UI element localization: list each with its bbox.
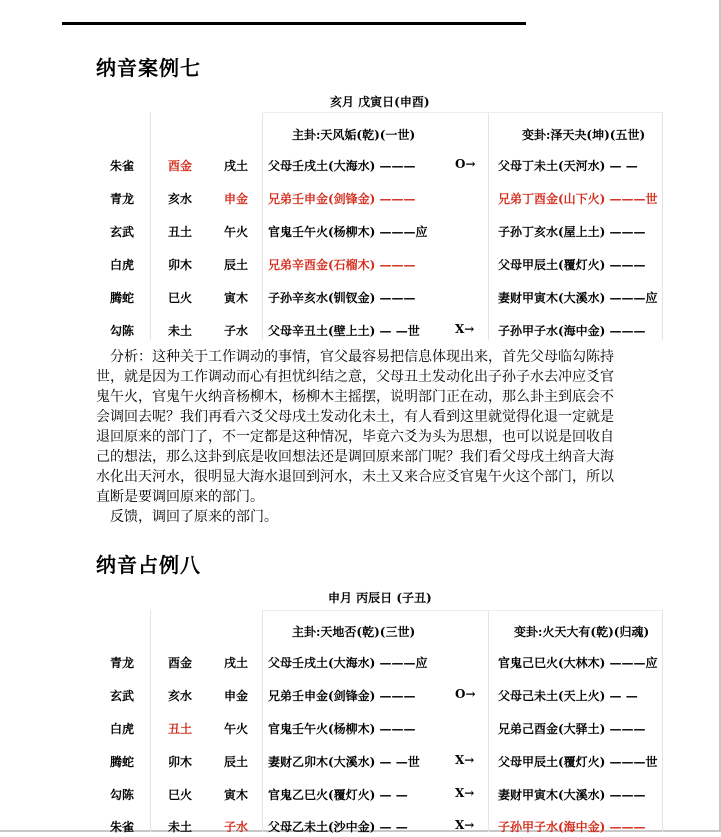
- six-spirit: 朱雀: [110, 159, 135, 173]
- case7-main-gua: 主卦:天风姤(乾)(一世): [292, 128, 416, 142]
- change-yao: 妻财甲寅木(大溪水) ———应: [498, 291, 658, 305]
- case8-main-gua: 主卦:天地否(乾)(三世): [292, 625, 416, 639]
- change-yao: 子孙丁亥水(屋上土) ———: [498, 225, 646, 239]
- main-yao: 兄弟壬申金(剑锋金) ———: [268, 192, 416, 206]
- six-spirit: 青龙: [110, 656, 135, 670]
- case8-yao-row: [0, 750, 721, 772]
- fushen: 辰土: [224, 755, 249, 769]
- six-spirit: 腾蛇: [110, 291, 135, 305]
- six-spirit: 勾陈: [110, 324, 135, 338]
- case8-yao-row: [0, 717, 721, 739]
- moving-mark: X→: [455, 753, 475, 767]
- case8-change-gua: 变卦:火天大有(乾)(归魂): [514, 625, 650, 639]
- change-yao: 父母甲辰土(覆灯火) ———世: [498, 755, 658, 769]
- case7-yao-row: [0, 319, 721, 341]
- six-spirit: 朱雀: [110, 820, 135, 834]
- fushen: 寅木: [224, 291, 249, 305]
- grid-line: [262, 610, 662, 611]
- moving-mark: X→: [455, 322, 475, 336]
- top-rule: [62, 22, 526, 25]
- case7-yao-row: [0, 253, 721, 275]
- main-yao: 兄弟壬申金(剑锋金) ———: [268, 689, 416, 703]
- ganzhi: 亥水: [168, 689, 193, 703]
- change-yao: 子孙甲子水(海中金) ———: [498, 820, 646, 834]
- ganzhi: 卯木: [168, 755, 193, 769]
- six-spirit: 白虎: [110, 258, 135, 272]
- main-yao: 父母壬戌土(大海水) ———应: [268, 656, 428, 670]
- fushen: 申金: [224, 689, 249, 703]
- fushen: 午火: [224, 225, 249, 239]
- ganzhi: 亥水: [168, 192, 193, 206]
- moving-mark: X→: [455, 818, 475, 832]
- ganzhi: 未土: [168, 324, 193, 338]
- main-yao: 官鬼壬午火(杨柳木) ———应: [268, 225, 428, 239]
- case7-date: 亥月 戊寅日(申酉): [330, 95, 430, 109]
- fushen: 子水: [224, 820, 249, 834]
- main-yao: 父母乙未土(沙中金) — —: [268, 820, 408, 834]
- fushen: 辰土: [224, 258, 249, 272]
- main-yao: 官鬼乙巳火(覆灯火) — —: [268, 788, 408, 802]
- six-spirit: 勾陈: [110, 788, 135, 802]
- grid-line: [262, 112, 662, 113]
- feedback-paragraph: 反馈，调回了原来的部门。: [110, 509, 278, 525]
- change-yao: 父母甲辰土(覆灯火) ———: [498, 258, 646, 272]
- case7-yao-row: [0, 154, 721, 176]
- moving-mark: X→: [455, 786, 475, 800]
- six-spirit: 白虎: [110, 722, 135, 736]
- case7-yao-row: [0, 187, 721, 209]
- case8-yao-row: [0, 651, 721, 673]
- main-yao: 官鬼壬午火(杨柳木) ———: [268, 722, 416, 736]
- case7-title: 纳音案例七: [96, 56, 201, 80]
- case7-yao-row: [0, 286, 721, 308]
- ganzhi: 丑土: [168, 722, 193, 736]
- six-spirit: 玄武: [110, 225, 135, 239]
- six-spirit: 玄武: [110, 689, 135, 703]
- fushen: 午火: [224, 722, 249, 736]
- ganzhi: 卯木: [168, 258, 193, 272]
- moving-mark: O→: [455, 687, 476, 701]
- fushen: 戌土: [224, 656, 249, 670]
- ganzhi: 巳火: [168, 291, 193, 305]
- analysis-paragraph: 分析：这种关于工作调动的事情，官父最容易把信息体现出来，首先父母临勾陈持世，就是因为工作调动而心有担忧纠结之意，父母丑土发动化出子孙子水去冲应爻官鬼午火，官鬼午火纳音杨柳木，杨柳木主摇摆，说明部门正在动，那么卦主到底会不会调回去呢？我们再看六爻父母戌土发动化未土，有人看到这里就觉得化退一定就是退回原来的部门了，不一定都是这种情况，毕竟六爻为头为思想，也可以说是回收自己的想法，那么这卦到底是收回想法还是调回原来部门呢？我们看父母戌土纳音大海水化出天河水，很明显大海水退回到河水，未土又来合应爻官鬼午火这个部门，所以直断是要调回原来的部门。: [96, 349, 614, 505]
- case8-yao-row: [0, 684, 721, 706]
- ganzhi: 巳火: [168, 788, 193, 802]
- change-yao: 妻财甲寅木(大溪水) ———: [498, 788, 646, 802]
- change-yao: 父母己未土(天上火) — —: [498, 689, 638, 703]
- main-yao: 兄弟辛酉金(石榴木) ———: [268, 258, 416, 272]
- change-yao: 父母丁未土(天河水) — —: [498, 159, 638, 173]
- case7-analysis: [96, 347, 620, 527]
- change-yao: 官鬼己巳火(大林木) ———应: [498, 656, 658, 670]
- case8-yao-row: [0, 815, 721, 837]
- change-yao: 子孙甲子水(海中金) ———: [498, 324, 646, 338]
- case7-yao-row: [0, 220, 721, 242]
- moving-mark: O→: [455, 157, 476, 171]
- six-spirit: 青龙: [110, 192, 135, 206]
- case8-yao-row: [0, 783, 721, 805]
- fushen: 申金: [224, 192, 249, 206]
- fushen: 寅木: [224, 788, 249, 802]
- case8-title: 纳音占例八: [96, 553, 201, 577]
- main-yao: 子孙辛亥水(钏钗金) ———: [268, 291, 416, 305]
- ganzhi: 酉金: [168, 656, 193, 670]
- case7-change-gua: 变卦:泽天夬(坤)(五世): [522, 128, 646, 142]
- ganzhi: 酉金: [168, 159, 193, 173]
- main-yao: 父母壬戌土(大海水) ———: [268, 159, 416, 173]
- change-yao: 兄弟己酉金(大驿土) ———: [498, 722, 646, 736]
- ganzhi: 丑土: [168, 225, 193, 239]
- six-spirit: 腾蛇: [110, 755, 135, 769]
- case8-date: 申月 丙辰日 (子丑): [328, 591, 432, 605]
- main-yao: 父母辛丑土(壁上土) — —世: [268, 324, 420, 338]
- change-yao: 兄弟丁酉金(山下火) ———世: [498, 192, 658, 206]
- ganzhi: 未土: [168, 820, 193, 834]
- fushen: 子水: [224, 324, 249, 338]
- main-yao: 妻财乙卯木(大溪水) — —世: [268, 755, 420, 769]
- fushen: 戌土: [224, 159, 249, 173]
